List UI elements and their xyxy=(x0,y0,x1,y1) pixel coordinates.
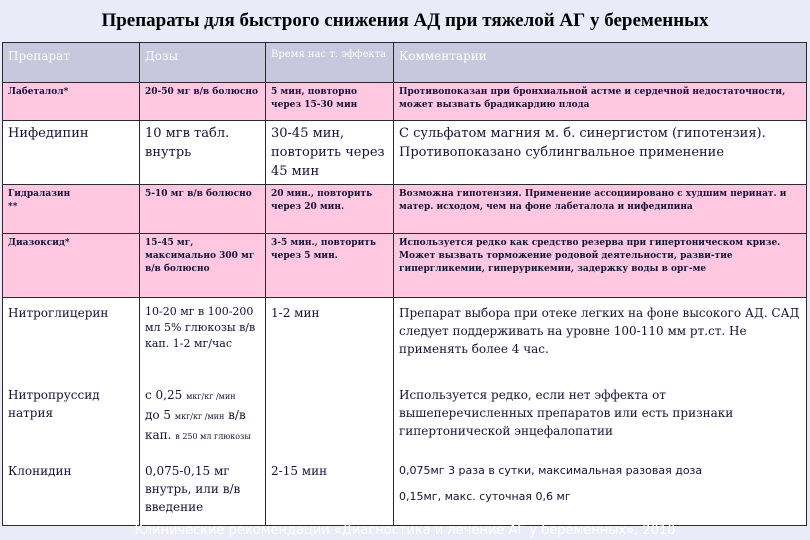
dose-to: до 5 xyxy=(145,408,172,422)
cell-drug xyxy=(3,185,140,234)
header-comment: Комментарии xyxy=(394,43,807,83)
header-drug: Препарат xyxy=(3,43,140,83)
page-title: Препараты для быстрого снижения АД при тяжелой АГ у беременных xyxy=(101,10,709,31)
dose-clonidine: 0,075-0,15 мг внутрь, или в/в введение xyxy=(145,464,241,514)
cell-comment: Возможна гипотензия. Применение ассоциировано с худшим перинат. и матер. исходом, чем на фоне лабеталола и нифедипина xyxy=(394,185,807,234)
drug-name: Гидралазин xyxy=(8,189,71,199)
time-nitroglycerin: 1-2 мин xyxy=(271,306,320,320)
footer-source: Клинические рекомендации «Диагностика и лечение АГ у беременных», 2010 xyxy=(134,523,676,538)
table-row-labetalol xyxy=(3,83,807,121)
cell-time: 30-45 мин, повторить через 45 мин xyxy=(266,121,394,185)
cell-dose: 10 мгв табл. внутрь xyxy=(140,121,266,185)
comment-clonidine-1: 0,075мг 3 раза в сутки, максимальная разовая доза xyxy=(399,464,703,477)
table-header-row xyxy=(3,43,807,83)
cell-comment: Используется редко как средство резерва при гипертоническом кризе. Может вызвать торможение родовой деятельности, разви-тие гипергликемии, гиперурикемии, задержку воды в орг-ме xyxy=(394,234,807,298)
drug-clonidine: Клонидин xyxy=(8,464,72,478)
table-row-hydralazine xyxy=(3,185,807,234)
dose-unit: мкг/кг /мин xyxy=(186,392,236,401)
cell-comment: Противопоказан при бронхиальной астме и сердечной недостаточности, может вызвать брадикардию плода xyxy=(394,83,807,121)
dose-solvent: в 250 мл глюкозы xyxy=(175,432,251,441)
dose-unit: мкг/кг /мин xyxy=(174,412,225,421)
time-clonidine: 2-15 мин xyxy=(271,464,328,478)
comment-nitroprusside: Используется редко, если нет эффекта от вышеперечисленных препаратов или есть признаки гипертонической энцефалопатии xyxy=(399,388,734,438)
dose-route: в/в кап. xyxy=(145,408,246,442)
cell-time: 5 мин, повторно через 15-30 мин xyxy=(266,83,394,121)
table-row-diazoxide xyxy=(3,234,807,298)
dose-nitroglycerin: 10-20 мг в 100-200 мл 5% глюкозы в/в кап. 1-2 мг/час xyxy=(145,305,256,350)
header-dose: Дозы xyxy=(140,43,266,83)
cell-dose xyxy=(140,298,266,526)
cell-comment xyxy=(394,298,807,526)
drug-mark: ** xyxy=(8,202,18,212)
cell-drug: Лабеталол* xyxy=(3,83,140,121)
dose-nitroprusside xyxy=(145,386,260,462)
cell-time: 3-5 мин., повторить через 5 мин. xyxy=(266,234,394,298)
cell-time xyxy=(266,298,394,526)
comment-clonidine-2: 0,15мг, макс. суточная 0,6 мг xyxy=(399,490,571,503)
drug-nitroglycerin: Нитроглицерин xyxy=(8,306,109,320)
drug-table xyxy=(2,42,807,526)
comment-nitroglycerin: Препарат выбора при отеке легких на фоне высокого АД. САД следует поддерживать на уровне 100-110 мм рт.ст. Не применять более 4 час. xyxy=(399,306,800,356)
drug-nitroprusside: Нитропруссид натрия xyxy=(8,388,100,420)
cell-drug xyxy=(3,298,140,526)
header-time: Время нас т. эффекта xyxy=(266,43,394,83)
cell-comment: С сульфатом магния м. б. синергистом (гипотензия). Противопоказано сублингвальное применение xyxy=(394,121,807,185)
cell-dose: 15-45 мг, максимально 300 мг в/в болюсно xyxy=(140,234,266,298)
cell-drug: Нифедипин xyxy=(3,121,140,185)
cell-time: 20 мин., повторить через 20 мин. xyxy=(266,185,394,234)
cell-dose: 5-10 мг в/в болюсно xyxy=(140,185,266,234)
cell-drug: Диазоксид* xyxy=(3,234,140,298)
dose-from: с 0,25 xyxy=(145,388,183,402)
table-row-combined xyxy=(3,298,807,526)
cell-dose: 20-50 мг в/в болюсно xyxy=(140,83,266,121)
table-row-nifedipine xyxy=(3,121,807,185)
